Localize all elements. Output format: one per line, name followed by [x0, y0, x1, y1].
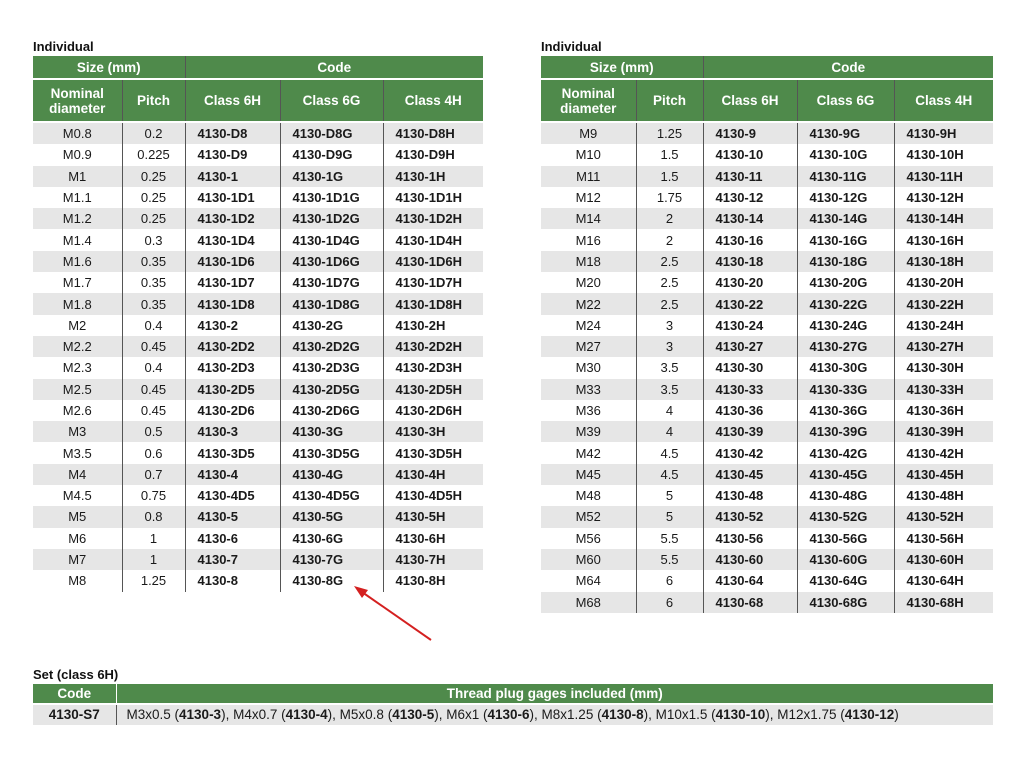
pitch-header: Pitch: [122, 79, 185, 122]
class-4h-cell: 4130-56H: [894, 528, 993, 549]
class-6g-cell: 4130-18G: [797, 251, 894, 272]
class-6g-cell: 4130-1D8G: [280, 293, 383, 314]
class-6h-cell: 4130-14: [703, 208, 797, 229]
class-6h-cell: 4130-11: [703, 166, 797, 187]
class-4h-cell: 4130-7H: [383, 549, 483, 570]
gage-code: 4130-10: [715, 707, 766, 722]
class-6h-cell: 4130-3D5: [185, 442, 280, 463]
class-4h-cell: 4130-4H: [383, 464, 483, 485]
class-6g-cell: 4130-5G: [280, 506, 383, 527]
class-6h-cell: 4130-16: [703, 229, 797, 250]
class-6h-cell: 4130-12: [703, 187, 797, 208]
class-6g-cell: 4130-27G: [797, 336, 894, 357]
class-6h-cell: 4130-68: [703, 592, 797, 613]
class-6g-cell: 4130-2D3G: [280, 357, 383, 378]
class-6h-cell: 4130-1: [185, 166, 280, 187]
nominal-diameter-cell: M1.2: [33, 208, 122, 229]
class-6g-cell: 4130-1D4G: [280, 229, 383, 250]
pitch-cell: 4: [636, 400, 703, 421]
nominal-diameter-cell: M2: [33, 315, 122, 336]
class-4h-cell: 4130-12H: [894, 187, 993, 208]
class-6g-cell: 4130-4D5G: [280, 485, 383, 506]
pitch-cell: 0.7: [122, 464, 185, 485]
gage-size: M4x0.7: [233, 707, 278, 722]
nominal-diameter-cell: M24: [541, 315, 636, 336]
nominal-diameter-cell: M4.5: [33, 485, 122, 506]
gage-size: M3x0.5: [126, 707, 171, 722]
class-4h-cell: 4130-10H: [894, 144, 993, 165]
class-6h-cell: 4130-1D4: [185, 229, 280, 250]
class-6h-cell: 4130-1D8: [185, 293, 280, 314]
class-4h-cell: 4130-48H: [894, 485, 993, 506]
class-4h-cell: 4130-33H: [894, 379, 993, 400]
class-6g-cell: 4130-39G: [797, 421, 894, 442]
class-4h-cell: 4130-1D4H: [383, 229, 483, 250]
class-6g-cell: 4130-1D2G: [280, 208, 383, 229]
class-4h-cell: 4130-2D5H: [383, 379, 483, 400]
nominal-diameter-cell: M1.1: [33, 187, 122, 208]
pitch-cell: 4.5: [636, 442, 703, 463]
class-6h-cell: 4130-30: [703, 357, 797, 378]
class-6g-cell: 4130-2D2G: [280, 336, 383, 357]
class-4h-cell: 4130-8H: [383, 570, 483, 591]
class-6g-cell: 4130-3D5G: [280, 442, 383, 463]
nominal-diameter-cell: M3: [33, 421, 122, 442]
code-header: Code: [703, 56, 993, 79]
nominal-diameter-cell: M1.7: [33, 272, 122, 293]
pitch-cell: 5: [636, 506, 703, 527]
class-4h-cell: 4130-9H: [894, 122, 993, 144]
class-4h-cell: 4130-14H: [894, 208, 993, 229]
nominal-diameter-cell: M2.2: [33, 336, 122, 357]
pitch-cell: 2.5: [636, 251, 703, 272]
class-6h-header: Class 6H: [185, 79, 280, 122]
class-4h-cell: 4130-30H: [894, 357, 993, 378]
class-6h-cell: 4130-20: [703, 272, 797, 293]
pitch-cell: 5.5: [636, 549, 703, 570]
class-4h-cell: 4130-1D8H: [383, 293, 483, 314]
class-6h-cell: 4130-33: [703, 379, 797, 400]
class-6g-cell: 4130-56G: [797, 528, 894, 549]
class-4h-cell: 4130-5H: [383, 506, 483, 527]
class-6h-cell: 4130-4D5: [185, 485, 280, 506]
pitch-cell: 0.35: [122, 293, 185, 314]
class-6h-cell: 4130-52: [703, 506, 797, 527]
class-4h-cell: 4130-3D5H: [383, 442, 483, 463]
nominal-diameter-cell: M11: [541, 166, 636, 187]
nominal-diameter-cell: M56: [541, 528, 636, 549]
pitch-cell: 2.5: [636, 293, 703, 314]
class-4h-header: Class 4H: [383, 79, 483, 122]
class-6h-cell: 4130-1D6: [185, 251, 280, 272]
set-table: [33, 684, 993, 725]
class-6g-cell: 4130-7G: [280, 549, 383, 570]
class-6g-cell: 4130-2D6G: [280, 400, 383, 421]
nominal-diameter-cell: M18: [541, 251, 636, 272]
nominal-diameter-cell: M52: [541, 506, 636, 527]
pitch-cell: 0.8: [122, 506, 185, 527]
pitch-cell: 1.25: [122, 570, 185, 591]
set-code-header: Code: [33, 684, 116, 704]
class-6h-cell: 4130-2D2: [185, 336, 280, 357]
class-6g-cell: 4130-45G: [797, 464, 894, 485]
class-6g-cell: 4130-D9G: [280, 144, 383, 165]
pitch-cell: 0.225: [122, 144, 185, 165]
nominal-diameter-cell: M7: [33, 549, 122, 570]
class-6g-cell: 4130-22G: [797, 293, 894, 314]
class-6g-cell: 4130-24G: [797, 315, 894, 336]
nominal-diameter-cell: M36: [541, 400, 636, 421]
class-6g-cell: 4130-48G: [797, 485, 894, 506]
gage-size: M5x0.8: [339, 707, 384, 722]
nominal-diameter-cell: M68: [541, 592, 636, 613]
nominal-diameter-cell: M64: [541, 570, 636, 591]
class-4h-cell: 4130-3H: [383, 421, 483, 442]
nominal-diameter-cell: M1.6: [33, 251, 122, 272]
pitch-cell: 0.25: [122, 208, 185, 229]
pitch-cell: 1.25: [636, 122, 703, 144]
pitch-cell: 5.5: [636, 528, 703, 549]
pitch-cell: 3: [636, 336, 703, 357]
class-6g-cell: 4130-52G: [797, 506, 894, 527]
nominal-diameter-cell: M30: [541, 357, 636, 378]
class-6h-cell: 4130-24: [703, 315, 797, 336]
class-4h-cell: 4130-2D2H: [383, 336, 483, 357]
class-6g-cell: 4130-11G: [797, 166, 894, 187]
gage-code: 4130-8: [601, 707, 644, 722]
nominal-diameter-cell: M9: [541, 122, 636, 144]
set-code: 4130-S7: [33, 704, 116, 725]
class-6h-cell: 4130-D9: [185, 144, 280, 165]
nominal-diameter-cell: M39: [541, 421, 636, 442]
pitch-cell: 0.5: [122, 421, 185, 442]
class-4h-cell: 4130-42H: [894, 442, 993, 463]
nominal-diameter-cell: M2.5: [33, 379, 122, 400]
class-6h-cell: 4130-D8: [185, 122, 280, 144]
class-4h-cell: 4130-18H: [894, 251, 993, 272]
class-6h-cell: 4130-48: [703, 485, 797, 506]
pitch-cell: 0.6: [122, 442, 185, 463]
class-6h-cell: 4130-1D1: [185, 187, 280, 208]
size-mm-header: Size (mm): [541, 56, 703, 79]
class-6g-cell: 4130-2D5G: [280, 379, 383, 400]
class-6h-cell: 4130-2D5: [185, 379, 280, 400]
nominal-diameter-cell: M1.8: [33, 293, 122, 314]
class-6g-cell: 4130-20G: [797, 272, 894, 293]
class-4h-cell: 4130-1D6H: [383, 251, 483, 272]
gage-size: M12x1.75: [777, 707, 837, 722]
class-4h-cell: 4130-45H: [894, 464, 993, 485]
pitch-cell: 0.25: [122, 187, 185, 208]
class-4h-cell: 4130-22H: [894, 293, 993, 314]
class-6h-cell: 4130-2: [185, 315, 280, 336]
nominal-diameter-cell: M42: [541, 442, 636, 463]
class-6h-cell: 4130-60: [703, 549, 797, 570]
class-6g-cell: 4130-8G: [280, 570, 383, 591]
class-6h-cell: 4130-1D7: [185, 272, 280, 293]
class-4h-cell: 4130-68H: [894, 592, 993, 613]
class-6h-cell: 4130-4: [185, 464, 280, 485]
class-6g-cell: 4130-30G: [797, 357, 894, 378]
nominal-diameter-cell: M5: [33, 506, 122, 527]
class-4h-cell: 4130-2H: [383, 315, 483, 336]
gage-code: 4130-12: [844, 707, 895, 722]
gage-code: 4130-5: [392, 707, 435, 722]
class-6g-cell: 4130-64G: [797, 570, 894, 591]
pitch-cell: 0.35: [122, 251, 185, 272]
class-6h-cell: 4130-1D2: [185, 208, 280, 229]
pitch-cell: 4.5: [636, 464, 703, 485]
set-section-title: Set (class 6H): [33, 667, 119, 682]
class-4h-cell: 4130-60H: [894, 549, 993, 570]
class-4h-cell: 4130-36H: [894, 400, 993, 421]
pitch-cell: 6: [636, 592, 703, 613]
nominal-diameter-cell: M45: [541, 464, 636, 485]
nominal-diameter-header: Nominal diameter: [541, 79, 636, 122]
class-6h-cell: 4130-36: [703, 400, 797, 421]
class-6g-cell: 4130-1G: [280, 166, 383, 187]
gage-size: M10x1.5: [655, 707, 708, 722]
left-section-title: Individual: [33, 39, 94, 54]
pitch-cell: 3.5: [636, 379, 703, 400]
class-4h-cell: 4130-1H: [383, 166, 483, 187]
pitch-cell: 0.25: [122, 166, 185, 187]
class-6g-cell: 4130-2G: [280, 315, 383, 336]
pitch-cell: 0.3: [122, 229, 185, 250]
pitch-cell: 0.2: [122, 122, 185, 144]
class-6g-cell: 4130-16G: [797, 229, 894, 250]
nominal-diameter-cell: M14: [541, 208, 636, 229]
class-6h-cell: 4130-45: [703, 464, 797, 485]
class-6g-cell: 4130-42G: [797, 442, 894, 463]
class-6g-header: Class 6G: [280, 79, 383, 122]
pitch-cell: 2.5: [636, 272, 703, 293]
class-6h-cell: 4130-10: [703, 144, 797, 165]
gage-code: 4130-6: [487, 707, 530, 722]
class-6g-cell: 4130-4G: [280, 464, 383, 485]
class-6h-cell: 4130-42: [703, 442, 797, 463]
nominal-diameter-cell: M2.3: [33, 357, 122, 378]
nominal-diameter-header: Nominal diameter: [33, 79, 122, 122]
pitch-cell: 1: [122, 549, 185, 570]
pitch-cell: 3: [636, 315, 703, 336]
nominal-diameter-cell: M48: [541, 485, 636, 506]
class-4h-cell: 4130-16H: [894, 229, 993, 250]
class-6h-cell: 4130-3: [185, 421, 280, 442]
pitch-cell: 0.45: [122, 336, 185, 357]
class-6g-cell: 4130-D8G: [280, 122, 383, 144]
code-header: Code: [185, 56, 483, 79]
class-4h-cell: 4130-20H: [894, 272, 993, 293]
pitch-cell: 1: [122, 528, 185, 549]
class-4h-cell: 4130-11H: [894, 166, 993, 187]
class-6g-cell: 4130-1D7G: [280, 272, 383, 293]
class-6g-cell: 4130-36G: [797, 400, 894, 421]
class-6g-cell: 4130-9G: [797, 122, 894, 144]
nominal-diameter-cell: M0.8: [33, 122, 122, 144]
pitch-cell: 6: [636, 570, 703, 591]
class-6h-cell: 4130-6: [185, 528, 280, 549]
class-6h-cell: 4130-22: [703, 293, 797, 314]
nominal-diameter-cell: M0.9: [33, 144, 122, 165]
nominal-diameter-cell: M1: [33, 166, 122, 187]
nominal-diameter-cell: M16: [541, 229, 636, 250]
class-4h-cell: 4130-4D5H: [383, 485, 483, 506]
class-4h-cell: 4130-2D6H: [383, 400, 483, 421]
class-4h-cell: 4130-1D7H: [383, 272, 483, 293]
right-section-title: Individual: [541, 39, 602, 54]
pitch-cell: 1.75: [636, 187, 703, 208]
class-6h-cell: 4130-18: [703, 251, 797, 272]
size-mm-header: Size (mm): [33, 56, 185, 79]
class-6g-cell: 4130-3G: [280, 421, 383, 442]
nominal-diameter-cell: M1.4: [33, 229, 122, 250]
pitch-cell: 2: [636, 229, 703, 250]
pitch-cell: 1.5: [636, 166, 703, 187]
nominal-diameter-cell: M10: [541, 144, 636, 165]
pitch-cell: 0.4: [122, 315, 185, 336]
pitch-cell: 3.5: [636, 357, 703, 378]
class-4h-cell: 4130-D9H: [383, 144, 483, 165]
class-4h-cell: 4130-1D2H: [383, 208, 483, 229]
class-6g-cell: 4130-1D1G: [280, 187, 383, 208]
pitch-cell: 0.45: [122, 379, 185, 400]
nominal-diameter-cell: M8: [33, 570, 122, 591]
pitch-cell: 0.4: [122, 357, 185, 378]
class-4h-cell: 4130-39H: [894, 421, 993, 442]
nominal-diameter-cell: M6: [33, 528, 122, 549]
class-4h-cell: 4130-27H: [894, 336, 993, 357]
class-4h-cell: 4130-64H: [894, 570, 993, 591]
class-6h-cell: 4130-64: [703, 570, 797, 591]
gage-code: 4130-4: [285, 707, 328, 722]
class-6h-cell: 4130-2D6: [185, 400, 280, 421]
pitch-cell: 0.35: [122, 272, 185, 293]
class-6g-cell: 4130-12G: [797, 187, 894, 208]
class-6h-cell: 4130-2D3: [185, 357, 280, 378]
class-6g-cell: 4130-1D6G: [280, 251, 383, 272]
class-6h-cell: 4130-39: [703, 421, 797, 442]
class-6h-cell: 4130-5: [185, 506, 280, 527]
nominal-diameter-cell: M4: [33, 464, 122, 485]
class-6g-cell: 4130-60G: [797, 549, 894, 570]
pitch-cell: 0.75: [122, 485, 185, 506]
class-4h-header: Class 4H: [894, 79, 993, 122]
nominal-diameter-cell: M22: [541, 293, 636, 314]
gage-code: 4130-3: [179, 707, 222, 722]
nominal-diameter-cell: M27: [541, 336, 636, 357]
pitch-cell: 2: [636, 208, 703, 229]
class-4h-cell: 4130-2D3H: [383, 357, 483, 378]
gage-size: M8x1.25: [541, 707, 594, 722]
class-4h-cell: 4130-52H: [894, 506, 993, 527]
gage-size: M6x1: [446, 707, 480, 722]
class-4h-cell: 4130-1D1H: [383, 187, 483, 208]
class-6g-header: Class 6G: [797, 79, 894, 122]
pitch-header: Pitch: [636, 79, 703, 122]
nominal-diameter-cell: M60: [541, 549, 636, 570]
pitch-cell: 0.45: [122, 400, 185, 421]
class-4h-cell: 4130-D8H: [383, 122, 483, 144]
pitch-cell: 1.5: [636, 144, 703, 165]
class-6h-cell: 4130-7: [185, 549, 280, 570]
class-6g-cell: 4130-6G: [280, 528, 383, 549]
nominal-diameter-cell: M33: [541, 379, 636, 400]
class-6h-cell: 4130-56: [703, 528, 797, 549]
class-4h-cell: 4130-24H: [894, 315, 993, 336]
class-6g-cell: 4130-68G: [797, 592, 894, 613]
nominal-diameter-cell: M20: [541, 272, 636, 293]
pitch-cell: 4: [636, 421, 703, 442]
included-gages-list: M3x0.5 (4130-3), M4x0.7 (4130-4), M5x0.8 (4130-5), M6x1 (4130-6), M8x1.25 (4130-8), M10x1.5 (4130-10), M12x1.75 (4130-12): [116, 704, 993, 725]
class-6h-cell: 4130-27: [703, 336, 797, 357]
nominal-diameter-cell: M12: [541, 187, 636, 208]
class-6g-cell: 4130-33G: [797, 379, 894, 400]
nominal-diameter-cell: M2.6: [33, 400, 122, 421]
class-6h-cell: 4130-8: [185, 570, 280, 591]
pitch-cell: 5: [636, 485, 703, 506]
class-4h-cell: 4130-6H: [383, 528, 483, 549]
class-6g-cell: 4130-14G: [797, 208, 894, 229]
class-6h-header: Class 6H: [703, 79, 797, 122]
included-gages-header: Thread plug gages included (mm): [116, 684, 993, 704]
class-6g-cell: 4130-10G: [797, 144, 894, 165]
nominal-diameter-cell: M3.5: [33, 442, 122, 463]
class-6h-cell: 4130-9: [703, 122, 797, 144]
